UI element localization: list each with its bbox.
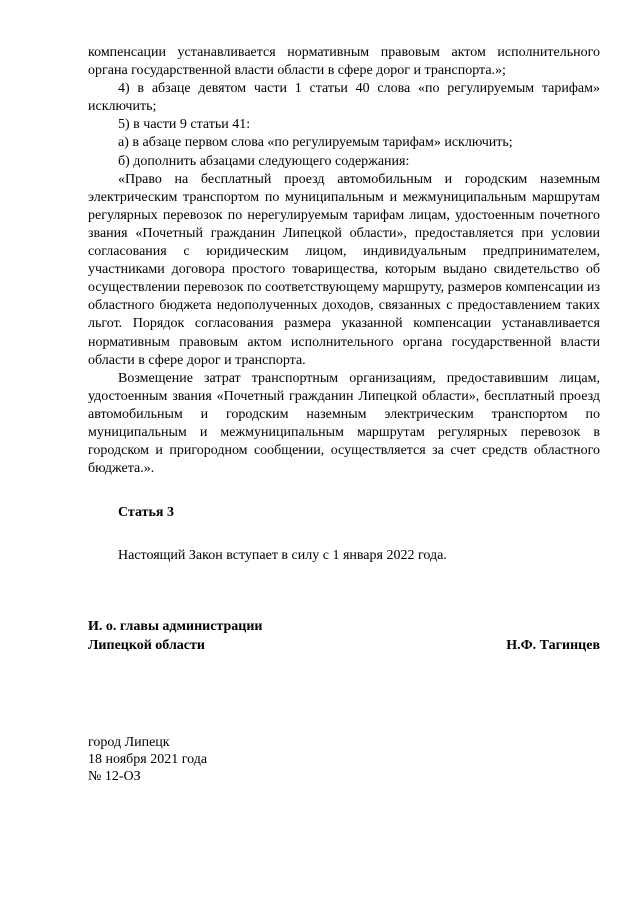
footer-date: 18 ноября 2021 года [88, 751, 208, 767]
article-heading: Статья 3 [118, 505, 174, 521]
signatory-position-line-1: И. о. главы администрации [88, 619, 263, 635]
footer-number: № 12-ОЗ [88, 768, 141, 784]
paragraph-1: компенсации устанавливается нормативным правовым актом исполнительного органа государственной власти области в сфере дорог и транспорта.»; [88, 45, 600, 79]
document-footer [88, 734, 600, 785]
paragraph-7: Возмещение затрат транспортным организациям, предоставившим лицам, удостоенным звания «Почетный гражданин Липецкой области», бесплатный проезд автомобильным и городским наземным электрическим транспортом по муниципальным и межмуниципальным маршрутам регулярных перевозок в городском и пригородном сообщении, осуществляется за счет средств областного бюджета.». [88, 370, 600, 477]
signatory-position-line-2: Липецкой области [88, 637, 205, 653]
signature-block [88, 618, 600, 654]
signature-row [88, 637, 600, 655]
paragraph-5: б) дополнить абзацами следующего содержания: [118, 153, 410, 169]
paragraph-3: 5) в части 9 статьи 41: [118, 117, 251, 133]
signatory-name: Н.Ф. Тагинцев [506, 637, 600, 653]
paragraph-2: 4) в абзаце девятом части 1 статьи 40 слова «по регулируемым тарифам» исключить; [88, 81, 600, 115]
footer-city: город Липецк [88, 734, 170, 750]
paragraph-4: а) в абзаце первом слова «по регулируемым тарифам» исключить; [118, 135, 513, 151]
paragraph-6: «Право на бесплатный проезд автомобильным и городским наземным электрическим транспортом по муниципальным и межмуниципальным маршрутам регулярных перевозок по нерегулируемым тарифам лицам, удостоенным почетного звания «Почетный гражданин Липецкой области», предоставляется при условии согласования с юридическим лицом, индивидуальным предпринимателем, участниками договора простого товарищества, которым выдано свидетельство об осуществлении перевозок по соответствующему маршруту, размеров компенсации из областного бюджета недополученных доходов, связанных с предоставлением таких льгот. Порядок согласования размера указанной компенсации устанавливается нормативным правовым актом исполнительного органа государственной власти области в сфере дорог и транспорта. [88, 171, 600, 368]
document-page [88, 44, 600, 785]
effective-date-text: Настоящий Закон вступает в силу с 1 января 2022 года. [118, 548, 447, 564]
